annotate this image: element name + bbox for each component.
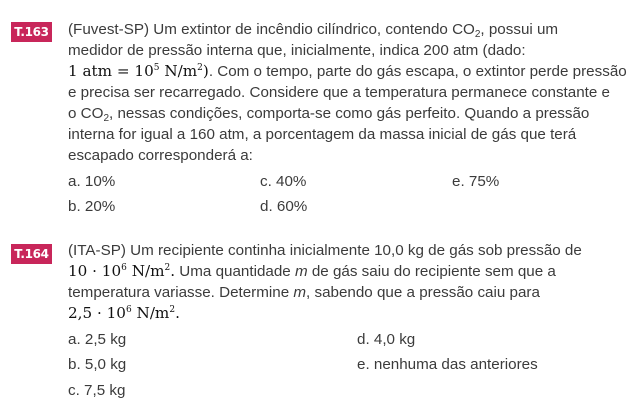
stem-line	[68, 303, 634, 324]
stem-line: o $CO_2$, nessas condições, comporta-se como gás perfeito. Quando a pressão	[68, 105, 590, 124]
option-e[interactable]: e. nenhuma das anteriores	[357, 356, 538, 373]
option-e[interactable]: e. 75%	[452, 173, 500, 190]
option-a[interactable]: a. 2,5 kg	[68, 331, 127, 348]
option-d[interactable]: d. 4,0 kg	[357, 331, 416, 348]
stem-line: medidor de pressão interna que, inicialmente, indica 200 atm (dado:	[68, 42, 526, 59]
formula: 1 atm = $10^5$ $N/m^2$)	[68, 62, 209, 80]
stem-line: (ITA-SP) Um recipiente continha inicialmente 10,0 kg de gás sob pressão de	[68, 242, 582, 259]
stem-line: (Fuvest-SP) Um extintor de incêndio cilíndrico, contendo $CO_2$, possui um	[68, 21, 559, 40]
option-a[interactable]: a. 10%	[68, 173, 116, 190]
stem-line: interna for igual a 160 atm, a porcentagem da massa inicial de gás que terá	[68, 126, 577, 143]
question-number-badge: T.163	[11, 22, 52, 42]
question-stem	[68, 19, 634, 166]
option-b[interactable]: b. 5,0 kg	[68, 356, 127, 373]
question-number-badge: T.164	[11, 244, 52, 264]
option-d[interactable]: d. 60%	[260, 198, 308, 215]
stem-line: e precisa ser recarregado. Considere que a temperatura permanece constante e	[68, 84, 610, 101]
option-b[interactable]: b. 20%	[68, 198, 116, 215]
option-c[interactable]: c. 7,5 kg	[68, 382, 126, 399]
stem-line: escapado corresponderá a:	[68, 147, 253, 164]
stem-line: $10 \cdot 10^6$ $N/m^2$. Uma quantidade m de gás saiu do recipiente sem que a	[68, 262, 556, 280]
formula: $10 \cdot 10^6$ $N/m^2$.	[68, 262, 176, 280]
question-stem	[68, 240, 634, 324]
stem-line: temperatura variasse. Determine m, sabendo que a pressão caiu para	[68, 284, 540, 301]
stem-line: 1 atm = $10^5$ $N/m^2$). Com o tempo, parte do gás escapa, o extintor perde pressão	[68, 62, 627, 80]
option-c[interactable]: c. 40%	[260, 173, 307, 190]
formula: $2,5 \cdot 10^6$ $N/m^2$.	[68, 304, 180, 322]
